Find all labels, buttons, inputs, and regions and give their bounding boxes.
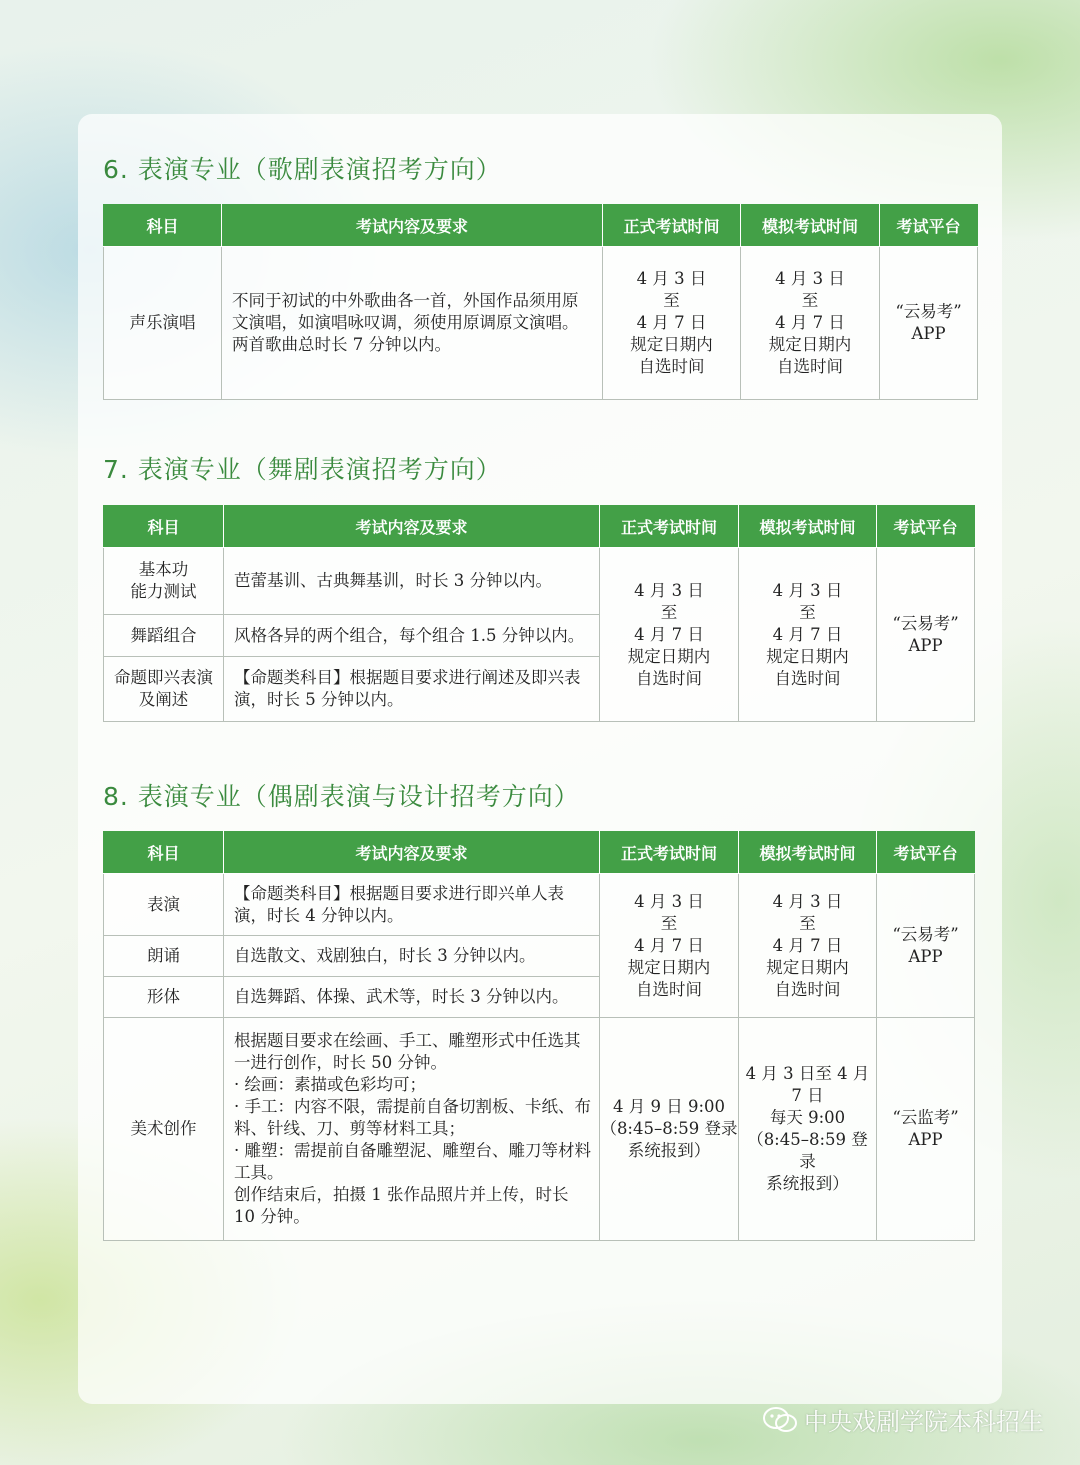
header-content: 考试内容及要求 [222, 205, 603, 247]
mock-time-cell: 4 月 3 日 至 4 月 7 日 规定日期内 自选时间 [741, 247, 880, 400]
formal-time-cell: 4 月 3 日 至 4 月 7 日 规定日期内 自选时间 [600, 548, 739, 722]
header-mock-time: 模拟考试时间 [739, 506, 877, 548]
platform-cell: “云易考” APP [877, 548, 975, 722]
content-cell: 【命题类科目】根据题目要求进行即兴单人表演，时长 4 分钟以内。 [224, 874, 600, 936]
header-content: 考试内容及要求 [224, 832, 600, 874]
content-cell: 芭蕾基训、古典舞基训，时长 3 分钟以内。 [224, 548, 600, 615]
header-content: 考试内容及要求 [224, 506, 600, 548]
watermark-text: 中央戏剧学院本科招生 [804, 1408, 1044, 1436]
header-platform: 考试平台 [877, 506, 975, 548]
subject-cell: 舞蹈组合 [104, 615, 224, 657]
mock-time-cell: 4 月 3 日 至 4 月 7 日 规定日期内 自选时间 [739, 874, 877, 1018]
section-8-table [103, 831, 975, 1241]
subject-cell: 形体 [104, 977, 224, 1018]
content-cell: 自选散文、戏剧独白，时长 3 分钟以内。 [224, 936, 600, 977]
header-mock-time: 模拟考试时间 [741, 205, 880, 247]
header-subject: 科目 [104, 832, 224, 874]
platform-cell: “云易考” APP [880, 247, 978, 400]
section-7-title: 7. 表演专业（舞剧表演招考方向） [103, 455, 502, 484]
header-formal-time: 正式考试时间 [603, 205, 741, 247]
header-formal-time: 正式考试时间 [600, 832, 739, 874]
subject-cell: 命题即兴表演 及阐述 [104, 657, 224, 722]
formal-time-cell: 4 月 9 日 9:00 （8:45–8:59 登录 系统报到） [600, 1018, 739, 1241]
subject-cell: 表演 [104, 874, 224, 936]
header-platform: 考试平台 [877, 832, 975, 874]
mock-time-cell: 4 月 3 日 至 4 月 7 日 规定日期内 自选时间 [739, 548, 877, 722]
wechat-icon [762, 1406, 798, 1434]
header-subject: 科目 [104, 506, 224, 548]
content-cell: 根据题目要求在绘画、手工、雕塑形式中任选其一进行创作，时长 50 分钟。 · 绘画：素描或色彩均可； · 手工：内容不限，需提前自备切割板、卡纸、布料、针线、刀、剪等材料工具； · 雕塑：需提前自备雕塑泥、雕塑台、雕刀等材料工具。 创作结束后，拍摄 1 张作品照片并上传，时长 10 分钟。 [224, 1018, 600, 1241]
content-cell: 自选舞蹈、体操、武术等，时长 3 分钟以内。 [224, 977, 600, 1018]
formal-time-cell: 4 月 3 日 至 4 月 7 日 规定日期内 自选时间 [603, 247, 741, 400]
header-subject: 科目 [104, 205, 222, 247]
section-6-title: 6. 表演专业（歌剧表演招考方向） [103, 155, 502, 184]
platform-cell: “云监考” APP [877, 1018, 975, 1241]
content-cell: 不同于初试的中外歌曲各一首，外国作品须用原文演唱，如演唱咏叹调，须使用原调原文演唱。两首歌曲总时长 7 分钟以内。 [222, 247, 603, 400]
formal-time-cell: 4 月 3 日 至 4 月 7 日 规定日期内 自选时间 [600, 874, 739, 1018]
section-6-table [103, 204, 978, 400]
watermark [762, 1402, 1044, 1437]
mock-time-cell: 4 月 3 日至 4 月 7 日 每天 9:00 （8:45–8:59 登录 系统报到） [739, 1018, 877, 1241]
subject-cell: 声乐演唱 [104, 247, 222, 400]
platform-cell: “云易考” APP [877, 874, 975, 1018]
content-cell: 【命题类科目】根据题目要求进行阐述及即兴表演，时长 5 分钟以内。 [224, 657, 600, 722]
header-formal-time: 正式考试时间 [600, 506, 739, 548]
header-platform: 考试平台 [880, 205, 978, 247]
section-7-table [103, 505, 975, 722]
content-cell: 风格各异的两个组合，每个组合 1.5 分钟以内。 [224, 615, 600, 657]
subject-cell: 朗诵 [104, 936, 224, 977]
section-8-title: 8. 表演专业（偶剧表演与设计招考方向） [103, 782, 580, 811]
header-mock-time: 模拟考试时间 [739, 832, 877, 874]
subject-cell: 基本功 能力测试 [104, 548, 224, 615]
subject-cell: 美术创作 [104, 1018, 224, 1241]
